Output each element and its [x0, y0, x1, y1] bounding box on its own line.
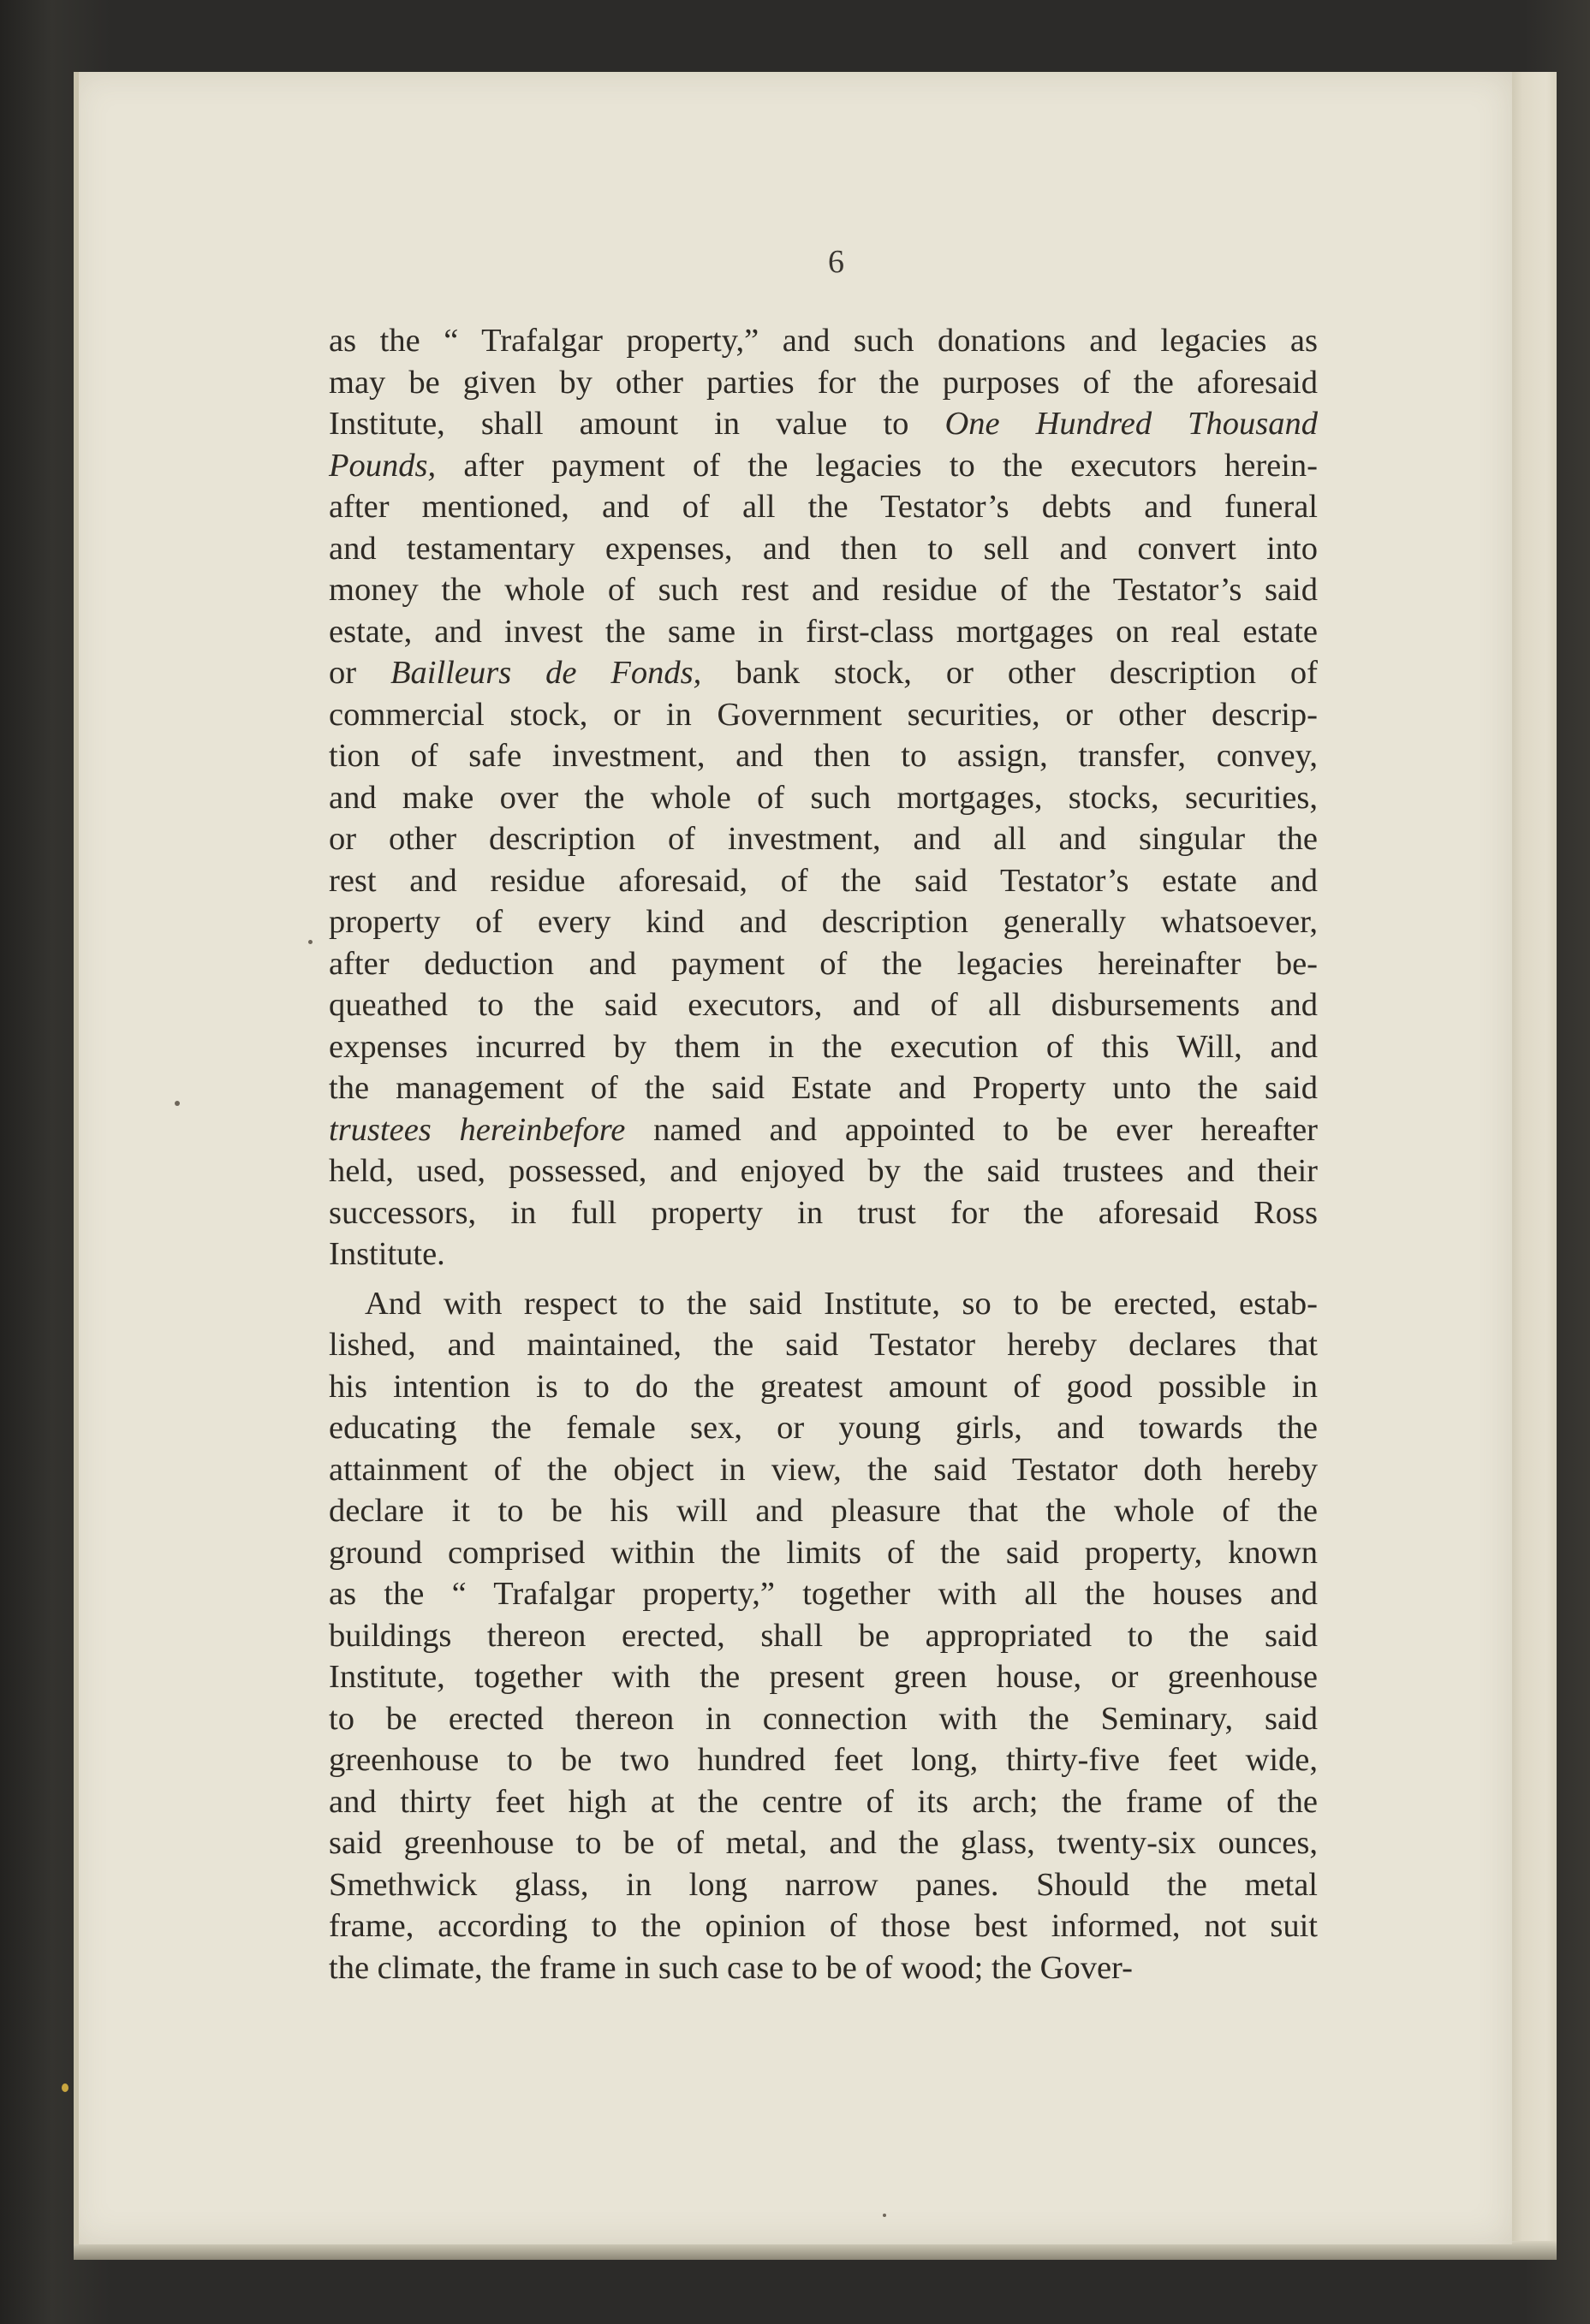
text-line [329, 1864, 1318, 1906]
text-run: tion of safe investment, and then to assign, transfer, convey, [329, 738, 1318, 774]
text-line [329, 486, 1318, 528]
text-line [329, 1822, 1318, 1864]
text-line [329, 1698, 1318, 1740]
text-line [329, 1324, 1318, 1366]
text-run: the climate, the frame in such case to be of wood; the Gover- [329, 1949, 1133, 1986]
text-line [329, 1449, 1318, 1491]
text-run: Institute. [329, 1236, 445, 1272]
text-run: after payment of the legacies to the executors herein- [436, 447, 1318, 484]
body-text [329, 320, 1318, 1988]
text-line [329, 1366, 1318, 1408]
italic-text: Bailleurs de Fonds, [390, 655, 702, 691]
page-number: 6 [828, 244, 844, 280]
italic-text: One Hundred Thousand [944, 406, 1318, 442]
text-line [329, 818, 1318, 860]
text-line [329, 984, 1318, 1026]
paper-speck [175, 1101, 180, 1106]
text-line [329, 777, 1318, 819]
text-line [329, 1573, 1318, 1615]
text-run: may be given by other parties for the purposes of the aforesaid [329, 364, 1318, 401]
paper-speck [883, 2214, 886, 2217]
paragraph-gap [329, 1275, 1318, 1283]
text-line [329, 860, 1318, 902]
text-run: and testamentary expenses, and then to sell and convert into [329, 530, 1318, 567]
text-line [329, 1407, 1318, 1449]
text-line [329, 1067, 1318, 1109]
text-line [329, 1947, 1318, 1989]
text-run: successors, in full property in trust for the aforesaid Ross [329, 1194, 1318, 1231]
text-line [329, 1026, 1318, 1068]
text-run: greenhouse to be two hundred feet long, thirty-five feet wide, [329, 1742, 1318, 1778]
text-run: queathed to the said executors, and of all disbursements and [329, 987, 1318, 1023]
text-run: property of every kind and description generally whatsoever, [329, 904, 1318, 940]
text-line [329, 652, 1318, 694]
text-line [329, 1109, 1318, 1151]
text-run: the management of the said Estate and Property unto the said [329, 1070, 1318, 1106]
text-line [329, 528, 1318, 570]
text-run: And with respect to the said Institute, so to be erected, estab- [365, 1285, 1318, 1322]
text-run: as the “ Trafalgar property,” together with all the houses and [329, 1576, 1318, 1612]
text-line [329, 1656, 1318, 1698]
text-line [329, 362, 1318, 404]
text-line [329, 1490, 1318, 1532]
text-run: and thirty feet high at the centre of its arch; the frame of the [329, 1783, 1318, 1820]
paragraph-2 [329, 1283, 1318, 1989]
italic-text: Pounds, [329, 447, 437, 484]
text-line [329, 694, 1318, 736]
text-run: commercial stock, or in Government securities, or other descrip- [329, 696, 1318, 733]
text-run: buildings thereon erected, shall be appropriated to the said [329, 1617, 1318, 1654]
text-run: or other description of investment, and all and singular the [329, 821, 1318, 857]
paper-speck [62, 2083, 68, 2092]
text-run: his intention is to do the greatest amount of good possible in [329, 1368, 1318, 1405]
text-line [329, 1150, 1318, 1192]
text-line [329, 1781, 1318, 1823]
text-run: rest and residue aforesaid, of the said Testator’s estate and [329, 862, 1318, 899]
text-line [329, 569, 1318, 611]
text-run: and make over the whole of such mortgages, stocks, securities, [329, 779, 1318, 816]
text-run: bank stock, or other description of [701, 655, 1318, 691]
text-run: after deduction and payment of the legacies hereinafter be- [329, 945, 1318, 982]
text-line [329, 943, 1318, 985]
text-line [329, 611, 1318, 653]
text-run: after mentioned, and of all the Testator’s debts and funeral [329, 489, 1318, 525]
text-line [329, 403, 1318, 445]
text-run: as the “ Trafalgar property,” and such donations and legacies as [329, 323, 1318, 359]
text-line [329, 901, 1318, 943]
text-line [329, 1615, 1318, 1657]
text-run: to be erected thereon in connection with the Seminary, said [329, 1700, 1318, 1737]
text-run: estate, and invest the same in first-class mortgages on real estate [329, 613, 1318, 650]
text-run: Smethwick glass, in long narrow panes. Should the metal [329, 1866, 1318, 1903]
facing-page-edge [1512, 72, 1557, 2244]
paragraph-1 [329, 320, 1318, 1275]
text-run: Institute, shall amount in value to [329, 406, 945, 442]
text-run: or [329, 655, 391, 691]
text-line [329, 735, 1318, 777]
text-run: declare it to be his will and pleasure that the whole of the [329, 1493, 1318, 1529]
text-line [329, 1283, 1318, 1325]
text-run: held, used, possessed, and enjoyed by the said trustees and their [329, 1153, 1318, 1189]
text-run: expenses incurred by them in the execution of this Will, and [329, 1028, 1318, 1065]
italic-text: trustees hereinbefore [329, 1111, 626, 1148]
text-line [329, 1739, 1318, 1781]
text-run: money the whole of such rest and residue of the Testator’s said [329, 572, 1318, 608]
text-run: named and appointed to be ever hereafter [625, 1111, 1319, 1148]
text-run: said greenhouse to be of metal, and the glass, twenty-six ounces, [329, 1825, 1318, 1861]
text-line [329, 1233, 1318, 1275]
text-run: educating the female sex, or young girls, and towards the [329, 1410, 1318, 1446]
text-line [329, 1192, 1318, 1234]
page-gutter-edge [74, 72, 79, 2244]
text-run: attainment of the object in view, the said Testator doth hereby [329, 1451, 1318, 1488]
text-line [329, 1905, 1318, 1947]
text-line [329, 320, 1318, 362]
text-line [329, 445, 1318, 487]
text-run: ground comprised within the limits of the said property, known [329, 1534, 1318, 1571]
text-line [329, 1532, 1318, 1574]
text-run: frame, according to the opinion of those best informed, not suit [329, 1908, 1318, 1944]
text-run: lished, and maintained, the said Testator hereby declares that [329, 1327, 1318, 1363]
paper-speck [308, 940, 313, 944]
text-run: Institute, together with the present green house, or greenhouse [329, 1659, 1318, 1695]
